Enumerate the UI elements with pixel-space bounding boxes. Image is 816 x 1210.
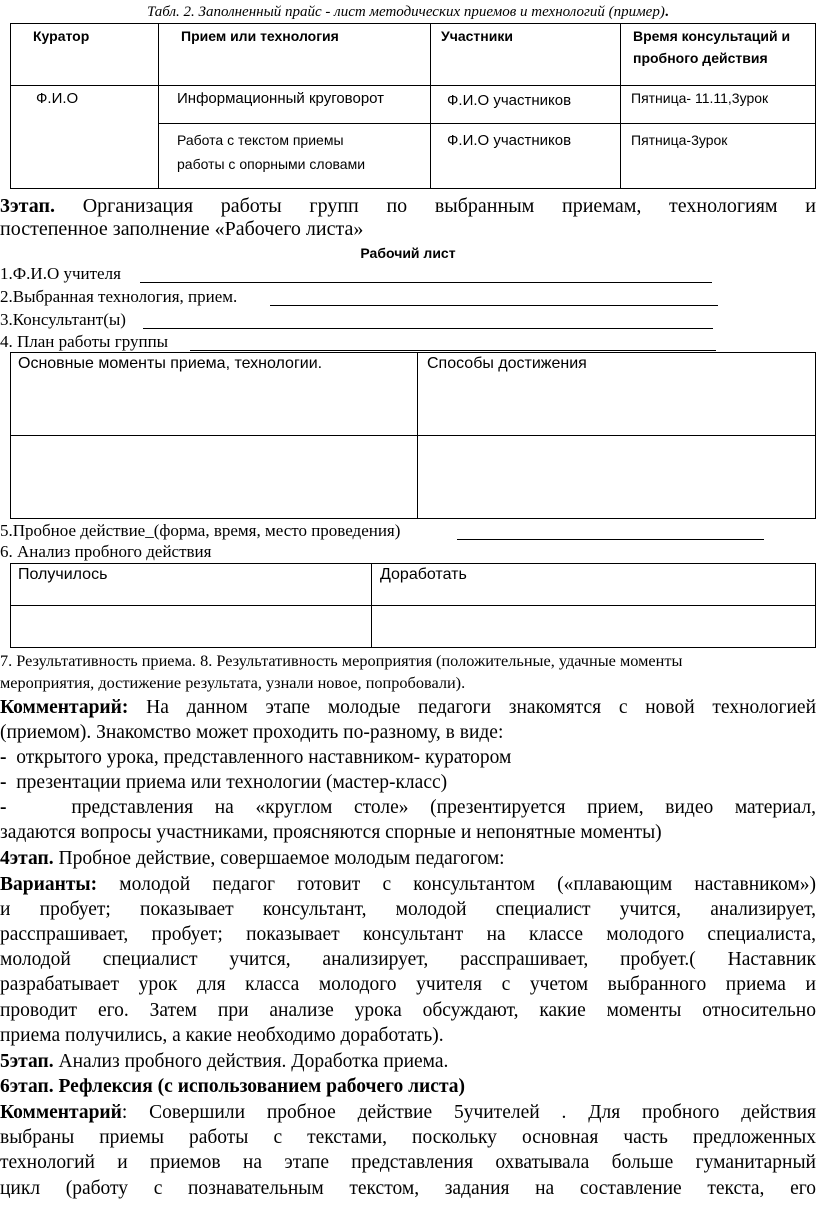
- cell-participants: Ф.И.О участников: [447, 92, 572, 109]
- bullet-item: - открытого урока, представленного наставником- куратором: [0, 747, 512, 768]
- comment2-text: : Совершили пробное действие 5учителей . Для пробного действия: [121, 1102, 816, 1123]
- stage3-line1: [0, 195, 816, 218]
- blank-line: [143, 328, 713, 329]
- stage5-text: Анализ пробного действия. Доработка приема.: [58, 1051, 449, 1072]
- plan-header-methods: Способы достижения: [427, 355, 587, 372]
- plan-table: [10, 352, 816, 519]
- variants-line: приема получились, а какие необходимо доработать).: [0, 1025, 444, 1046]
- cell-technique-line1: Работа с текстом приемы: [177, 132, 344, 148]
- table-divider: [620, 24, 621, 188]
- header-time-line2: пробного действия: [633, 50, 768, 66]
- stage3-text: Организация работы групп по выбранным приемам, технологиям и: [82, 195, 816, 217]
- comment2-line: цикл (работу с познавательным текстом, задания на составление текста, его: [0, 1178, 816, 1199]
- cell-time: Пятница- 11.11,3урок: [631, 90, 769, 106]
- analysis-table: [10, 563, 816, 648]
- stage4-text: Пробное действие, совершаемое молодым педагогом:: [58, 848, 505, 869]
- variants-line: проводит его. Затем при анализе урока обсуждают, какие моменты относительно: [0, 1000, 816, 1021]
- variants-line: расспрашивает, пробует; показывает консультант на классе молодого специалиста,: [0, 924, 816, 945]
- price-list-table: [10, 23, 816, 189]
- variants-line: молодой специалист учится, анализирует, расспрашивает, пробует.( Наставник: [0, 949, 816, 970]
- worksheet-results-line2: мероприятия, достижение результата, узнали новое, попробовали).: [0, 673, 466, 692]
- worksheet-technology: 2.Выбранная технология, прием.: [0, 287, 238, 306]
- worksheet-results-line1: 7. Результативность приема. 8. Результативность мероприятия (положительные, удачные моменты: [0, 651, 683, 670]
- header-participants: Участники: [441, 28, 513, 44]
- variants-line: [0, 872, 816, 897]
- header-curator: Куратор: [33, 28, 90, 44]
- variants-text: молодой педагог готовит с консультантом («плавающим наставником»): [119, 874, 816, 895]
- worksheet-trial-action: 5.Пробное действие_(форма, время, место проведения): [0, 521, 401, 540]
- variants-line: и пробует; показывает консультант, молодой специалист учится, анализирует,: [0, 899, 816, 920]
- comment2-label: Комментарий: [0, 1102, 122, 1123]
- comment1-line1: [0, 695, 816, 720]
- caption-dot: .: [664, 4, 669, 20]
- worksheet-teacher: 1.Ф.И.О учителя: [0, 264, 121, 283]
- table-divider: [11, 435, 815, 436]
- table-caption: [147, 4, 669, 21]
- caption-text: Табл. 2. Заполненный прайс - лист методических приемов и технологий (пример): [147, 4, 665, 20]
- stage4-line: [0, 846, 816, 871]
- bullet-item: - представления на «круглом столе» (презентируется прием, видео материал,: [0, 797, 816, 818]
- blank-line: [270, 305, 718, 306]
- comment1-line2: (приемом). Знакомство может проходить по-разному, в виде:: [0, 722, 504, 743]
- table-divider: [430, 24, 431, 188]
- comment2-line: выбраны приемы работы с текстами, поскольку основная часть предложенных: [0, 1127, 816, 1148]
- analysis-header-improve: Доработать: [380, 566, 467, 583]
- bullet-text: презентации приема или технологии (мастер-класс): [16, 772, 448, 793]
- cell-technique: Информационный круговорот: [177, 90, 385, 107]
- comment1-text: На данном этапе молодые педагоги знакомятся с новой технологией: [146, 697, 816, 718]
- variants-label: Варианты:: [0, 874, 98, 895]
- header-technique: Прием или технология: [181, 28, 339, 44]
- stage5-label: 5этап.: [0, 1051, 54, 1072]
- bullet-continuation: задаются вопросы участниками, проясняются спорные и непонятные моменты): [0, 822, 662, 843]
- stage5-line: [0, 1049, 816, 1074]
- analysis-header-success: Получилось: [18, 566, 108, 583]
- comment2-line: технологий и приемов на этапе представления охватывала больше гуманитарный: [0, 1152, 816, 1173]
- stage3-line2: постепенное заполнение «Рабочего листа»: [0, 218, 364, 240]
- bullet-text: представления на «круглом столе» (презентируется прием, видео материал,: [71, 797, 816, 818]
- table-divider: [11, 605, 815, 606]
- header-time-line1: Время консультаций и: [633, 28, 791, 44]
- bullet-text: открытого урока, представленного наставником- куратором: [16, 747, 512, 768]
- table-divider: [158, 24, 159, 188]
- cell-curator: Ф.И.О: [36, 90, 79, 107]
- comment2-line: [0, 1100, 816, 1125]
- stage4-label: 4этап.: [0, 848, 54, 869]
- worksheet-title: Рабочий лист: [360, 245, 456, 261]
- bullet-item: - презентации приема или технологии (мастер-класс): [0, 772, 448, 793]
- blank-line: [457, 539, 764, 540]
- stage3-label: 3этап.: [0, 195, 55, 217]
- worksheet-analysis: 6. Анализ пробного действия: [0, 542, 212, 561]
- stage6-heading: 6этап. Рефлексия (с использованием рабочего листа): [0, 1076, 466, 1097]
- blank-line: [190, 350, 716, 351]
- cell-participants: Ф.И.О участников: [447, 132, 572, 149]
- variants-line: разрабатывает урок для класса молодого учителя с учетом выбранного приема и: [0, 974, 816, 995]
- blank-line: [140, 282, 712, 283]
- comment1-label: Комментарий:: [0, 697, 129, 718]
- plan-header-moments: Основные моменты приема, технологии.: [18, 355, 323, 372]
- table-divider: [158, 123, 815, 124]
- cell-time: Пятница-3урок: [631, 132, 728, 148]
- worksheet-consultant: 3.Консультант(ы): [0, 310, 126, 329]
- worksheet-plan: 4. План работы группы: [0, 332, 169, 351]
- cell-technique-line2: работы с опорными словами: [177, 156, 366, 172]
